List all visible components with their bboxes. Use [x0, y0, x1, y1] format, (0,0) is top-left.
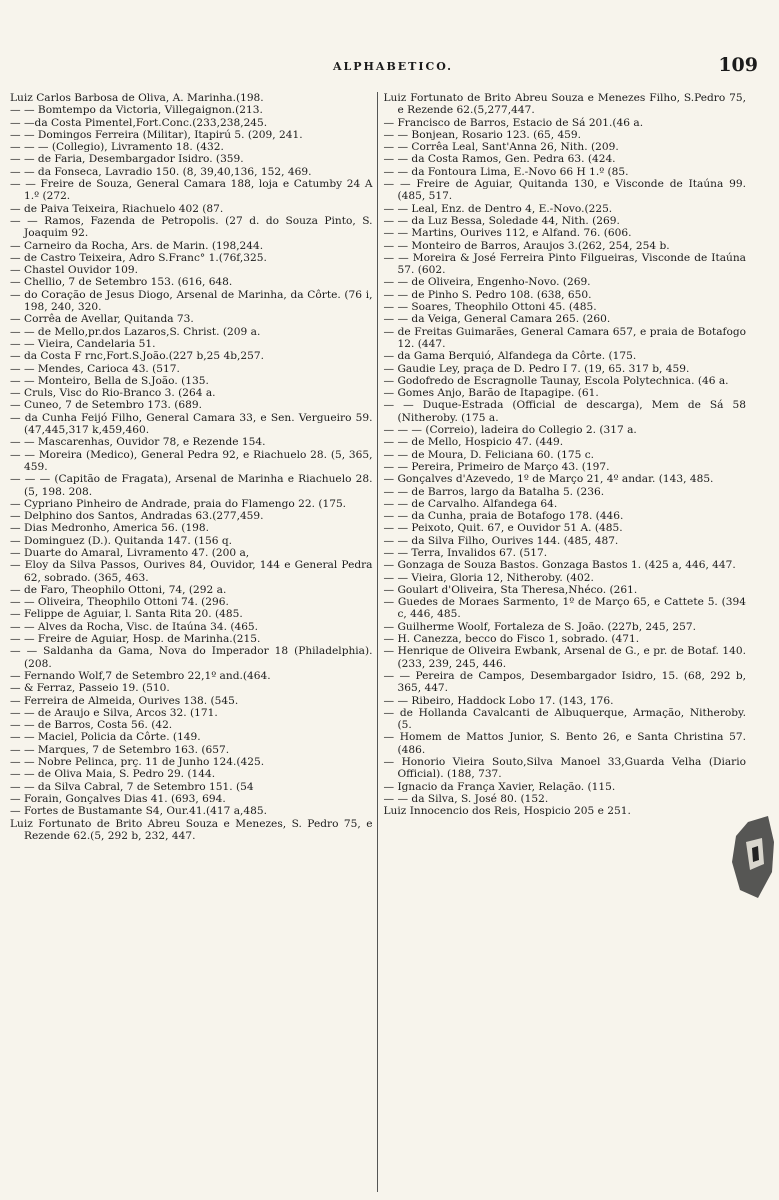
- left-column-entry: — — de Araujo e Silva, Arcos 32. (171.: [10, 706, 218, 719]
- left-column-entry: — Fortes de Bustamante S4, Our.41.(417 a,485.: [10, 805, 267, 818]
- left-column: [10, 92, 377, 1192]
- left-column-entry: — da Costa F rnc,Fort.S.João.(227 b,25 4b,257.: [10, 350, 264, 363]
- left-column-entry: — Delphino dos Santos, Andradas 63.(277,459.: [10, 510, 264, 523]
- right-column-entry: — — Ribeiro, Haddock Lobo 17. (143, 176.: [383, 694, 614, 707]
- right-column-entry: — — da Cunha, praia de Botafogo 178. (446.: [383, 510, 624, 523]
- left-column-entry: — — Freire de Aguiar, Hosp. de Marinha.(215.: [10, 633, 261, 646]
- left-column-entry: — — Vieira, Candelaria 51.: [10, 337, 156, 350]
- left-column-entry: — — Marques, 7 de Setembro 163. (657.: [10, 743, 230, 756]
- right-column-entry: — da Gama Berquió, Alfandega da Côrte. (175.: [383, 350, 637, 363]
- right-column-entry: — Guilherme Woolf, Fortaleza de S. João. (227b, 245, 257.: [383, 620, 696, 633]
- left-column-entry: — — Maciel, Policia da Côrte. (149.: [10, 731, 201, 744]
- right-column-entry: — — de Pinho S. Pedro 108. (638, 650.: [383, 288, 592, 301]
- left-column-entry: — — Saldanha da Gama, Nova do Imperador 18 (Philadelphia). (208.: [10, 645, 373, 670]
- right-column-entry: — — da Silva, S. José 80. (152.: [383, 792, 549, 805]
- left-column-entry: — — Alves da Rocha, Visc. de Itaúna 34. (465.: [10, 620, 259, 633]
- left-column-entry: — Duarte do Amaral, Livramento 47. (200 a,: [10, 546, 250, 559]
- right-column-entry: — — de Mello, Hospicio 47. (449.: [383, 436, 564, 449]
- right-column-entry: — — Pereira de Campos, Desembargador Isidro, 15. (68, 292 b, 365, 447.: [383, 669, 746, 695]
- right-column-entry: Luiz Innocencio dos Reis, Hospicio 205 e 251.: [383, 805, 631, 818]
- left-column-entry: — — de Barros, Costa 56. (42.: [10, 719, 173, 732]
- left-column-entry: — de Faro, Theophilo Ottoni, 74, (292 a.: [10, 583, 227, 596]
- left-column-entry: — Cruls, Visc do Rio-Branco 3. (264 a.: [10, 387, 216, 400]
- running-title: ALPHABETICO.: [332, 60, 453, 73]
- right-column-entry: — — Duque-Estrada (Official de descarga), Mem de Sá 58 (Nitheroby. (175 a.: [383, 399, 746, 424]
- right-column-entry: — — da Silva Filho, Ourives 144. (485, 487.: [383, 534, 619, 547]
- left-column-entry: — — Moreira (Medico), General Pedra 92, e Riachuelo 28. (5, 365, 459.: [10, 448, 373, 473]
- right-column-entry: — H. Canezza, becco do Fisco 1, sobrado. (471.: [383, 633, 640, 646]
- right-column-entry: — — Terra, Invalidos 67. (517.: [383, 546, 548, 559]
- left-column-entry: — — de Mello,pr.dos Lazaros,S. Christ. (209 a.: [10, 325, 261, 338]
- right-column-entry: — Henrique de Oliveira Ewbank, Arsenal de G., e pr. de Botaf. 140. (233, 239, 245, 446.: [383, 645, 746, 670]
- right-column-entry: — — da Veiga, General Camara 265. (260.: [383, 313, 611, 326]
- right-column-entry: — — da Luz Bessa, Soledade 44, Nith. (269.: [383, 214, 620, 227]
- right-column-entry: — — Bonjean, Rosario 123. (65, 459.: [383, 128, 582, 141]
- left-column-entry: — —da Costa Pimentel,Fort.Conc.(233,238,245.: [10, 116, 268, 129]
- left-column-entry: — — Ramos, Fazenda de Petropolis. (27 d. do Souza Pinto, S. Joaquim 92.: [10, 214, 373, 240]
- left-column-entry: — Dominguez (D.). Quitanda 147. (156 q.: [10, 534, 232, 547]
- left-column-entry: — — Oliveira, Theophilo Ottoni 74. (296.: [10, 596, 229, 609]
- right-column-entry: — — Pereira, Primeiro de Março 43. (197.: [383, 460, 610, 473]
- right-column-entry: — — da Fontoura Lima, E.-Novo 66 H 1.º (85.: [383, 165, 629, 178]
- left-column-entry: — da Cunha Feijó Filho, General Camara 33, e Sen. Vergueiro 59. (47,445,317 k,459,460.: [10, 411, 373, 437]
- right-column-entry: — Homem de Mattos Junior, S. Bento 26, e Santa Christina 57. (486.: [383, 731, 746, 756]
- right-column-entry: — Gomes Anjo, Barão de Itapagipe. (61.: [383, 387, 599, 400]
- left-column-entry: — — Freire de Souza, General Camara 188, loja e Catumby 24 A 1.º (272.: [10, 178, 373, 203]
- directory-columns: [10, 92, 746, 1192]
- left-column-entry: — — Mascarenhas, Ouvidor 78, e Rezende 154.: [10, 436, 266, 449]
- left-column-entry: — — da Fonseca, Lavradio 150. (8, 39,40,136, 152, 469.: [10, 165, 312, 178]
- left-column-entry: — Chellio, 7 de Setembro 153. (616, 648.: [10, 276, 233, 289]
- left-column-entry: — Felippe de Aguiar, l. Santa Rita 20. (485.: [10, 608, 243, 621]
- right-column-entry: — — Freire de Aguiar, Quitanda 130, e Visconde de Itaúna 99. (485, 517.: [383, 178, 746, 203]
- right-column-entry: — — Moreira & José Ferreira Pinto Filgueiras, Visconde de Itaúna 57. (602.: [383, 251, 746, 277]
- right-column-entry: — Francisco de Barros, Estacio de Sá 201.(46 a.: [383, 116, 644, 129]
- left-column-entry: — — de Oliva Maia, S. Pedro 29. (144.: [10, 768, 216, 781]
- right-column-entry: — — — (Correio), ladeira do Collegio 2. (317 a.: [383, 424, 637, 437]
- left-column-entry: — de Castro Teixeira, Adro S.Franc° 1.(76f,325.: [10, 251, 267, 264]
- left-column-entry: — — Mendes, Carioca 43. (517.: [10, 362, 180, 375]
- left-column-entry: — — de Faria, Desembargador Isidro. (359.: [10, 153, 244, 166]
- right-column-entry: — — Monteiro de Barros, Araujos 3.(262, 254, 254 b.: [383, 239, 670, 252]
- left-column-entry: — Carneiro da Rocha, Ars. de Marin. (198,244.: [10, 239, 264, 252]
- left-column-entry: — de Paiva Teixeira, Riachuelo 402 (87.: [10, 202, 224, 215]
- right-column-entry: — — Corrêa Leal, Sant'Anna 26, Nith. (209.: [383, 141, 619, 154]
- left-column-entry: — Dias Medronho, America 56. (198.: [10, 522, 210, 535]
- left-column-entry: — & Ferraz, Passeio 19. (510.: [10, 682, 170, 695]
- page-header: [28, 54, 758, 84]
- left-column-entry: — Cypriano Pinheiro de Andrade, praia do Flamengo 22. (175.: [10, 497, 347, 510]
- right-column-entry: — de Freitas Guimarães, General Camara 657, e praia de Botafogo 12. (447.: [383, 325, 746, 350]
- right-column-entry: — — Soares, Theophilo Ottoni 45. (485.: [383, 301, 597, 314]
- right-column-entry: — Godofredo de Escragnolle Taunay, Escola Polytechnica. (46 a.: [383, 374, 729, 387]
- right-column-entry: — — da Costa Ramos, Gen. Pedra 63. (424.: [383, 153, 616, 166]
- right-column-entry: — — Vieira, Gloria 12, Nitheroby. (402.: [383, 571, 594, 584]
- right-column-entry: — — de Barros, largo da Batalha 5. (236.: [383, 485, 605, 498]
- left-column-entry: — Corrêa de Avellar, Quitanda 73.: [10, 313, 194, 326]
- right-column-entry: — de Hollanda Cavalcanti de Albuquerque, Armação, Nitheroby. (5.: [383, 706, 746, 732]
- left-column-entry: — Fernando Wolf,7 de Setembro 22,1º and.(464.: [10, 669, 271, 682]
- left-column-entry: — — — (Capitão de Fragata), Arsenal de Marinha e Riachuelo 28. (5, 198. 208.: [10, 473, 373, 498]
- right-column-entry: — — de Moura, D. Feliciana 60. (175 c.: [383, 448, 595, 461]
- left-column-entry: — — — (Collegio), Livramento 18. (432.: [10, 141, 224, 154]
- left-column-entry: — Chastel Ouvidor 109.: [10, 264, 138, 277]
- left-column-entry: — Eloy da Silva Passos, Ourives 84, Ouvidor, 144 e General Pedra 62, sobrado. (365, 463.: [10, 559, 373, 584]
- right-column-entry: Luiz Fortunato de Brito Abreu Souza e Menezes Filho, S.Pedro 75, e Rezende 62.(5,277,447.: [383, 92, 746, 117]
- left-column-entry: — — Domingos Ferreira (Militar), Itapirú 5. (209, 241.: [10, 128, 303, 141]
- left-column-entry: — Ferreira de Almeida, Ourives 138. (545.: [10, 694, 239, 707]
- left-column-entry: — — Bomtempo da Victoria, Villegaignon.(213.: [10, 104, 263, 117]
- right-column-entry: — Gaudie Ley, praça de D. Pedro I 7. (19, 65. 317 b, 459.: [383, 362, 690, 375]
- left-column-entry: — — Monteiro, Bella de S.João. (135.: [10, 374, 209, 387]
- right-column-entry: — — Martins, Ourives 112, e Alfand. 76. (606.: [383, 227, 632, 240]
- left-column-entry: — Cuneo, 7 de Setembro 173. (689.: [10, 399, 202, 412]
- right-column-entry: — Gonzaga de Souza Bastos. Gonzaga Bastos 1. (425 a, 446, 447.: [383, 559, 736, 572]
- right-column-entry: — Goulart d'Oliveira, Sta Theresa,Nhéco. (261.: [383, 583, 638, 596]
- right-column-entry: — — Peixoto, Quit. 67, e Ouvidor 51 A. (485.: [383, 522, 623, 535]
- page-edge-ornament: [728, 812, 776, 902]
- right-column-entry: — Guedes de Moraes Sarmento, 1º de Março 65, e Cattete 5. (394 c, 446, 485.: [383, 596, 746, 621]
- right-column-entry: — — de Oliveira, Engenho-Novo. (269.: [383, 276, 591, 289]
- right-column-entry: — — de Carvalho. Alfandega 64.: [383, 497, 558, 510]
- left-column-entry: Luiz Carlos Barbosa de Oliva, A. Marinha.(198.: [10, 92, 264, 104]
- right-column-entry: — Honorio Vieira Souto,Silva Manoel 33,Guarda Velha (Diario Official). (188, 737.: [383, 756, 746, 781]
- left-column-entry: — — da Silva Cabral, 7 de Setembro 151. (54: [10, 780, 254, 793]
- right-column: [377, 92, 747, 1192]
- left-column-entry: — do Coração de Jesus Diogo, Arsenal de Marinha, da Côrte. (76 i, 198, 240, 320.: [10, 288, 373, 314]
- page-number: 109: [718, 54, 758, 76]
- right-column-entry: — — Leal, Enz. de Dentro 4, E.-Novo.(225.: [383, 202, 613, 215]
- right-column-entry: — Ignacio da França Xavier, Relação. (115.: [383, 780, 616, 793]
- left-column-entry: — Forain, Gonçalves Dias 41. (693, 694.: [10, 792, 226, 805]
- left-column-entry: — — Nobre Pelinca, prç. 11 de Junho 124.(425.: [10, 756, 265, 769]
- right-column-entry: — Gonçalves d'Azevedo, 1º de Março 21, 4º andar. (143, 485.: [383, 473, 714, 486]
- left-column-entry: Luiz Fortunato de Brito Abreu Souza e Menezes, S. Pedro 75, e Rezende 62.(5, 292 b, 232, 447.: [10, 817, 373, 842]
